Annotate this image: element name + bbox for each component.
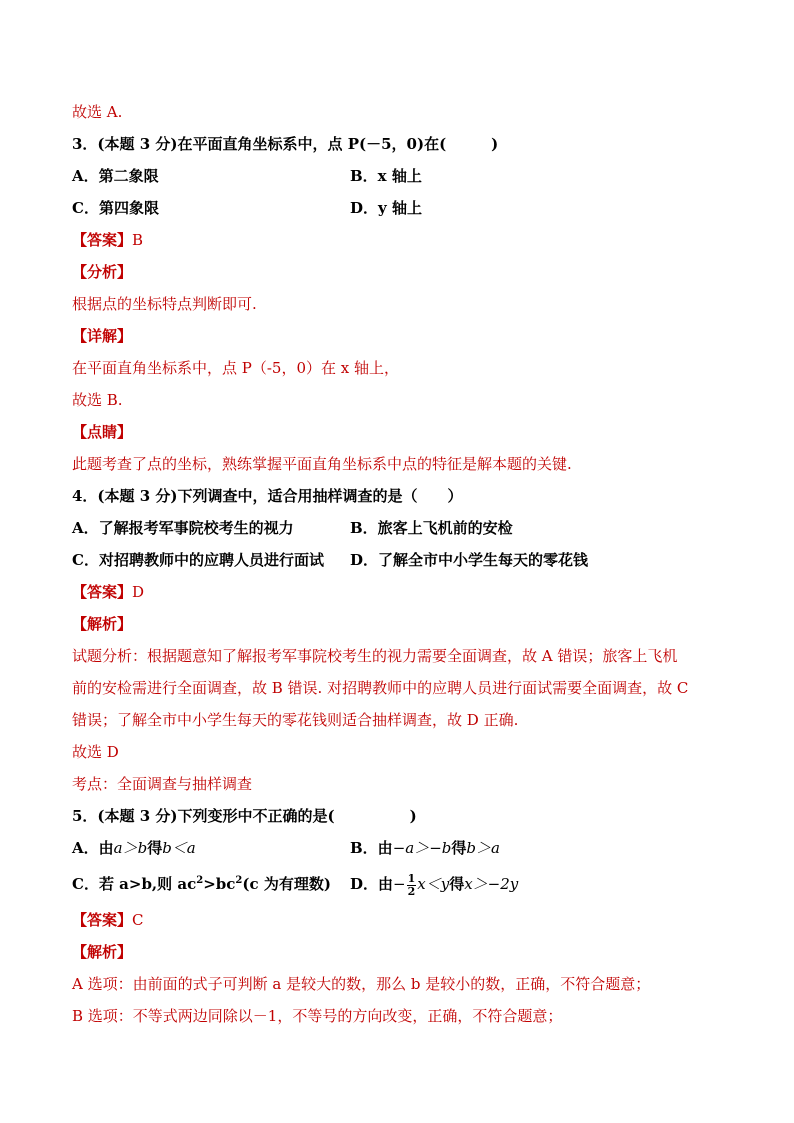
q4-options-row2 — [72, 544, 732, 576]
document-page — [72, 96, 732, 1032]
q3-tip-text: 此题考查了点的坐标，熟练掌握平面直角坐标系中点的特征是解本题的关键. — [72, 455, 572, 473]
q3-stem: 3．(本题 3 分)在平面直角坐标系中，点 P(－5，0)在( ) — [72, 135, 499, 153]
q5-c-sup-1: 2 — [196, 875, 204, 886]
analysis-tag: 【分析】 — [72, 263, 133, 281]
fraction-denominator: 2 — [407, 884, 416, 898]
q4-options-row1 — [72, 512, 732, 544]
q5-d-math-1: x＜y — [417, 875, 450, 893]
q5-stem: 5．(本题 3 分)下列变形中不正确的是( ) — [72, 807, 417, 825]
q4-option-b: B．旅客上飞机前的安检 — [350, 519, 513, 537]
q5-b-prefix: B．由 — [350, 839, 393, 857]
q4-analysis-line-1: 试题分析：根据题意知了解报考军事院校考生的视力需要全面调查，故 A 错误；旅客上飞机 — [72, 647, 678, 665]
q5-b-mid: 得 — [451, 839, 467, 857]
q5-option-d — [350, 864, 518, 904]
prev-choose-line: 故选 A. — [72, 103, 123, 121]
q5-c-prefix: C．若 a>b,则 ac — [72, 875, 197, 893]
q3-analysis-text: 根据点的坐标特点判断即可. — [72, 295, 257, 313]
q4-point-line: 考点：全面调查与抽样调查 — [72, 775, 253, 793]
q5-analysis-b: B 选项：不等式两边同除以－1，不等号的方向改变，正确，不符合题意； — [72, 1007, 563, 1025]
answer-value: D — [132, 583, 145, 601]
q4-choose-line: 故选 D — [72, 743, 119, 761]
q5-b-math-2: b＞a — [466, 839, 500, 857]
q4-stem: 4．(本题 3 分)下列调查中，适合用抽样调查的是（ ） — [72, 487, 463, 505]
answer-tag: 【答案】 — [72, 583, 133, 601]
q5-c-mid: >bc — [203, 875, 236, 893]
q5-d-fraction — [407, 873, 417, 898]
q4-option-a: A．了解报考军事院校考生的视力 — [72, 519, 294, 537]
answer-value: C — [132, 911, 144, 929]
q5-answer-line — [72, 904, 732, 936]
q5-options-row1 — [72, 832, 732, 864]
q5-option-b — [350, 832, 500, 864]
tip-tag: 【点睛】 — [72, 423, 133, 441]
q5-c-post: (c 为有理数) — [242, 875, 331, 893]
q3-option-a: A．第二象限 — [72, 167, 159, 185]
q3-option-b: B．x 轴上 — [350, 167, 422, 185]
q5-a-mid: 得 — [147, 839, 163, 857]
q3-options-row1 — [72, 160, 732, 192]
q5-d-mid: 得 — [449, 875, 465, 893]
q5-a-math-2: b＜a — [162, 839, 196, 857]
analysis-tag: 【解析】 — [72, 943, 133, 961]
q3-options-row2 — [72, 192, 732, 224]
q3-option-c: C．第四象限 — [72, 199, 159, 217]
q5-d-neg: − — [393, 875, 406, 893]
q5-a-prefix: A．由 — [72, 839, 114, 857]
q4-analysis-line-2: 前的安检需进行全面调查，故 B 错误. 对招聘教师中的应聘人员进行面试需要全面调查，故 C — [72, 679, 689, 697]
fraction-numerator: 1 — [407, 871, 416, 885]
q4-analysis-line-3: 错误；了解全市中小学生每天的零花钱则适合抽样调查，故 D 正确. — [72, 711, 519, 729]
q3-detail-text: 在平面直角坐标系中，点 P（-5，0）在 x 轴上， — [72, 359, 400, 377]
answer-tag: 【答案】 — [72, 911, 133, 929]
q5-analysis-a: A 选项：由前面的式子可判断 a 是较大的数，那么 b 是较小的数，正确，不符合题意； — [72, 975, 651, 993]
q5-a-math-1: a＞b — [113, 839, 148, 857]
detail-tag: 【详解】 — [72, 327, 133, 345]
q5-d-prefix: D．由 — [350, 875, 394, 893]
q5-option-a — [72, 832, 350, 864]
q3-answer-line — [72, 224, 732, 256]
q4-option-d: D．了解全市中小学生每天的零花钱 — [350, 551, 589, 569]
q5-options-row2 — [72, 864, 732, 904]
answer-tag: 【答案】 — [72, 231, 133, 249]
analysis-tag: 【解析】 — [72, 615, 133, 633]
q5-option-c — [72, 864, 350, 904]
q5-b-math-1: −a＞−b — [392, 839, 452, 857]
q4-option-c: C．对招聘教师中的应聘人员进行面试 — [72, 551, 324, 569]
q3-option-d: D．y 轴上 — [350, 199, 422, 217]
q4-answer-line — [72, 576, 732, 608]
q3-choose-line: 故选 B. — [72, 391, 123, 409]
q5-c-sup-2: 2 — [235, 875, 243, 886]
answer-value: B — [132, 231, 144, 249]
q5-d-math-2: x＞−2y — [464, 875, 519, 893]
